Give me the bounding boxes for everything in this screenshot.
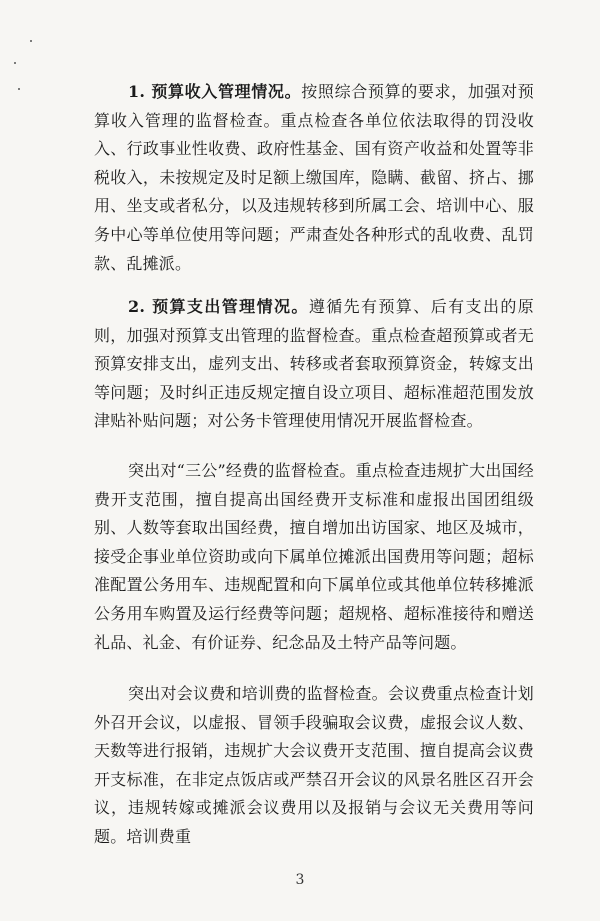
page-number: 3 — [295, 872, 305, 888]
paragraph-heading: 1. 预算收入管理情况。 — [128, 82, 302, 101]
scan-speck — [18, 88, 20, 90]
paragraph-budget-expenditure — [94, 293, 534, 436]
paragraph-three-public-expenses — [94, 457, 534, 657]
scan-speck — [30, 40, 32, 42]
paragraph-text: 突出对会议费和培训费的监督检查。会议费重点检查计划外召开会议，以虚报、冒领手段骗取会议费，虚报会议人数、天数等进行报销，违规扩大会议费开支范围、擅自提高会议费开支标准，在非定点饭店或严禁召开会议的风景名胜区召开会议，违规转嫁或摊派会议费用以及报销与会议无关费用等问题。培训费重 — [94, 684, 534, 846]
scan-speck — [14, 62, 16, 64]
paragraph-heading: 2. 预算支出管理情况。 — [128, 297, 309, 316]
paragraph-budget-revenue — [94, 78, 534, 278]
paragraph-meeting-training-fees — [94, 680, 534, 852]
paragraph-text: 按照综合预算的要求，加强对预算收入管理的监督检查。重点检查各单位依法取得的罚没收入、行政事业性收费、政府性基金、国有资产收益和处置等非税收入，未按规定及时足额上缴国库，隐瞒、截留、挤占、挪用、坐支或者私分，以及违规转移到所属工会、培训中心、服务中心等单位使用等问题；严肃查处各种形式的乱收费、乱罚款、乱摊派。 — [94, 82, 534, 273]
paragraph-text: 遵循先有预算、后有支出的原则，加强对预算支出管理的监督检查。重点检查超预算或者无预算安排支出，虚列支出、转移或者套取预算资金，转嫁支出等问题；及时纠正违反规定擅自设立项目、超标准超范围发放津贴补贴问题；对公务卡管理使用情况开展监督检查。 — [94, 297, 534, 431]
paragraph-text: 突出对“三公”经费的监督检查。重点检查违规扩大出国经费开支范围，擅自提高出国经费开支标准和虚报出国团组级别、人数等套取出国经费，擅自增加出访国家、地区及城市，接受企事业单位资助或向下属单位摊派出国费用等问题；超标准配置公务用车、违规配置和向下属单位或其他单位转移摊派公务用车购置及运行经费等问题；超规格、超标准接待和赠送礼品、礼金、有价证券、纪念品及土特产品等问题。 — [94, 461, 534, 652]
